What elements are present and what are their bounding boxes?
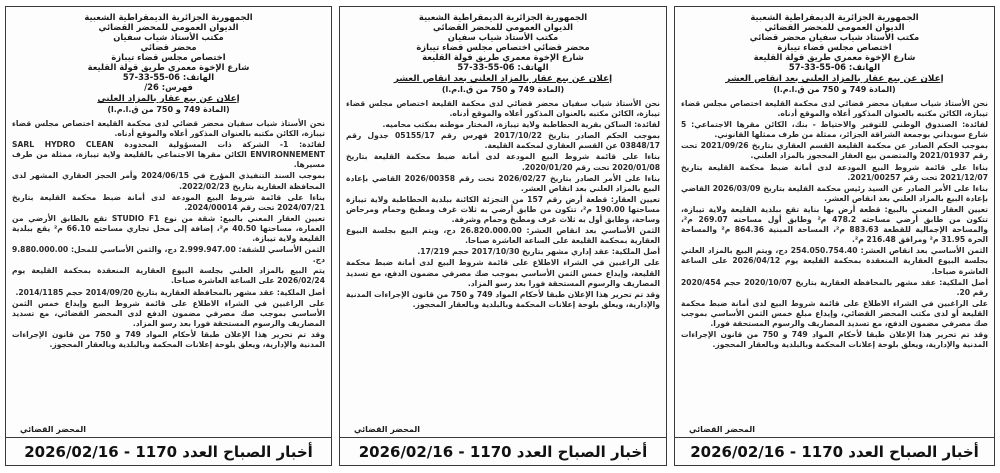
header-line: شارع الإخوة معمري طريق قولة القليعة [422,52,584,62]
notice-paragraph: لفائدة: الصندوق الوطني للتوفير والاحتياط - بنك، الكائن مقرها الاجتماعي: 5 شارع سويداني بوجمعة الشراقة الجزائر، ممثلة من طرف ممثلها القانوني. [681,120,988,140]
legal-notice-panel-middle [339,6,667,466]
notice-header [675,7,994,95]
header-line: محضر قضائي [140,42,197,52]
notice-paragraph: وقد تم تحرير هذا الإعلان طبقا لأحكام المواد 749 و 750 من قانون الإجراءات المدنية والإدارية، ويعلق بلوحة إعلانات المحكمة وبالبلدية وبالعقار المحجوز. [346,289,660,309]
notice-paragraph: بموجب الحكم الصادر عن محكمة القليعة القسم العقاري بتاريخ 2021/09/26 تحت رقم 2021/01937 والمتضمن بيع العقار المحجوز بالمزاد العلني. [681,141,989,161]
header-line: الجمهورية الجزائرية الديمقراطية الشعبية [750,12,919,22]
header-line: شارع الإخوة معمري طريق قولة القليعة [753,52,916,62]
notice-paragraph: بموجب الحكم الصادر بتاريخ 2017/10/22 فهرس رقم 05155/17 جدول رقم 03848/17 عن القسم العقاري لمحكمة القليعة. [346,131,660,151]
header-line: الجمهورية الجزائرية الديمقراطية الشعبية [84,12,253,22]
index-number: فهرس: 26/ [144,82,193,92]
notice-header [6,7,331,115]
notice-paragraph: على الراغبين في الشراء الاطلاع على قائمة شروط البيع لدى أمانة ضبط محكمة القليعة، وإيداع خمس الثمن الأساسي بموجب صك مصرفي مضمون الدفع، مع تسديد المصاريف والرسوم المستحقة فورا بعد رسو المزاد. [346,258,660,288]
notice-paragraph: بموجب السند التنفيذي المؤرخ في 2024/06/15 وأمر الحجز العقاري المشهر لدى المحافظة العقارية بتاريخ 2022/02/23. [12,171,325,191]
notice-paragraph: نحن الأستاذ شياب سفيان محضر قضائي لدى محكمة القليعة اختصاص مجلس قضاء تيبازة، الكائن مكتبه بالعنوان المذكور أعلاه والموقع أدناه. [346,99,660,119]
header-line: الهاتف: 06-55-33-57 [457,62,549,72]
notice-subtitle: (المادة 749 و 750 من ق.ا.م.ا) [773,85,896,94]
newspaper-footer: أخبار الصباح العدد 1170 - 2026/02/16 [340,437,666,465]
notice-paragraph: نحن الأستاذ شياب سفيان محضر قضائي لدى محكمة القليعة اختصاص مجلس قضاء تيبازة، الكائن مكتبه بالعنوان المذكور أعلاه والموقع أدناه. [681,99,988,119]
notice-paragraph: بناءا على قائمة شروط البيع المودعة لدى أمانة ضبط محكمة القليعة بتاريخ 2021/12/07 تحت رقم 2021/00257. [681,162,988,182]
notice-paragraph: الثمن الأساسي بعد انقاص العشر: 26.820.000.00 دج، ويتم البيع بجلسة البيوع العقارية بمحكمة القليعة على الساعة العاشرة صباحا. [346,226,660,246]
notice-paragraph: بناءا على قائمة شروط البيع المودعة لدى أمانة ضبط محكمة القليعة بتاريخ 2020/01/08 تحت رقم 2020/01/20. [346,152,660,172]
newspaper-footer: أخبار الصباح العدد 1170 - 2026/02/16 [675,437,994,465]
header-line: الجمهورية الجزائرية الديمقراطية الشعبية [418,12,588,22]
bailiff-signature: المحضر القضائي [20,425,87,434]
notice-paragraph: بناءا على الأمر الصادر عن السيد رئيس محكمة القليعة بتاريخ 2026/03/09 القاضي بإعادة البيع بالمزاد العلني بعد انقاص العشر. [681,183,988,203]
header-line: الديوان العمومي للمحضر القضائي [98,22,239,32]
notice-paragraph: بناءا على الأمر الصادر بتاريخ 2026/02/27 تحت رقم 2026/00358 القاضي بإعادة البيع بالمزاد العلني بعد انقاص العشر. [346,173,661,193]
header-line: الهاتف: 06-55-33-57 [122,72,215,82]
header-line: اختصاص مجلس قضاء تيبازة [111,52,226,62]
header-line: محضر قضائي اختصاص مجلس قضاء تيبازة [416,42,590,52]
header-line: مكتب الأستاذ شياب سفيان [113,32,224,42]
header-line: شارع الإخوة معمري طريق قولة القليعة [87,62,250,72]
notice-paragraph: أصل الملكية: عقد مشهر بالمحافظة العقارية بتاريخ 2014/09/20 حجم 2014/1185. [15,287,325,297]
notice-paragraph: على الراغبين في الشراء الاطلاع على قائمة شروط البيع لدى أمانة ضبط محكمة القليعة أو لدى مكتب المحضر القضائي، وإيداع مبلغ خمس الثمن الأساسي بموجب صك مصرفي مضمون الدفع، مع تسديد المصاريف والرسوم المستحقة فورا. [681,298,988,328]
bailiff-signature: المحضر القضائي [689,425,756,434]
notice-paragraph: وقد تم تحرير هذا الإعلان طبقا لأحكام المواد 749 و 750 من قانون الإجراءات المدنية والإدارية، ويعلق بلوحة إعلانات المحكمة وبالبلدية وبالعقار المحجوز. [12,329,325,349]
notice-paragraph: يتم البيع بالمزاد العلني بجلسة البيوع العقارية المنعقدة بمحكمة القليعة يوم 2026/02/24 على الساعة العاشرة صباحا. [12,266,325,286]
notice-paragraph: أصل الملكية: عقد إداري مشهر بتاريخ 2017/10/30 حجم 17/219. [417,247,660,257]
legal-notice-panel-right [674,6,995,466]
notice-paragraph: لفائدة: 1- الشركة ذات المسؤولية المحدودة SARL HYDRO CLEAN ENVIRONNEMENT الكائن مقرها الاجتماعي بالقليعة ولاية تيبازة، ممثلة من طرف مسيرها. [12,140,325,170]
header-line: الديوان العمومي للمحضر القضائي [764,22,905,32]
header-line: الديوان العمومي للمحضر القضائي [432,22,573,32]
notice-paragraph: تعيين العقار المعني بالبيع: شقة من نوع STUDIO F1 تقع بالطابق الأرضي من العمارة، مساحتها 40.50 م²، إضافة إلى محل تجاري مساحته 66.10 م² يقع ببلدية القليعة ولاية تيبازة. [12,213,325,244]
notice-body [6,115,331,423]
notice-body [340,95,666,423]
header-line: مكتب الأستاذ شياب سفيان [447,32,559,42]
notice-paragraph: الثمن الأساسي بعد انقاص العشر: 254.050.754.40 دج، ويتم البيع بالمزاد العلني بجلسة البيوع العقارية المنعقدة بمحكمة القليعة يوم 2026/04/12 على الساعة العاشرة صباحا. [681,246,988,276]
notice-paragraph: نحن الأستاذ شياب سفيان محضر قضائي لدى محكمة القليعة اختصاص مجلس قضاء تيبازة، الكائن مكتبه بالعنوان المذكور أعلاه والموقع أدناه. [12,119,325,139]
notice-paragraph: لفائدة: الساكن بقرية الحطاطبة ولاية تيبازة، المختار موطنه بمكتب محاميه. [382,120,660,130]
notice-paragraph: على الراغبين في الشراء الاطلاع على قائمة شروط البيع وإيداع خمس الثمن الأساسي بموجب صك مصرفي مضمون الدفع لدى المحضر القضائي، مع تسديد المصاريف والرسوم المستحقة فورا بعد رسو المزاد. [12,298,325,328]
notice-title: إعلان عن بيع عقار بالمزاد العلني بعد انقاص العشر [393,74,613,84]
notice-title: إعلان عن بيع عقار بالمزاد العلني [97,94,240,104]
notice-paragraph: بناءا على قائمة شروط البيع المودعة لدى أمانة ضبط محكمة القليعة بتاريخ 2024/07/21 تحت رقم 2024/00014. [12,192,325,212]
bailiff-signature: المحضر القضائي [354,425,421,434]
header-line: اختصاص مجلس قضاء تيبازة [777,42,892,52]
header-line: مكتب الأستاذ شياب سفيان محضر قضائي [749,32,920,42]
notice-body [675,95,994,423]
notice-header [340,7,666,95]
notice-paragraph: تعيين العقار: قطعة أرض رقم 157 من التجزئة الكائنة ببلدية الحطاطبة ولاية تيبازة مساحتها 190.00 م²، تتكون من طابق أرضي به ثلاث غرف ومطبخ وحمام ومرحاض وساحة، وطابق أول به ثلاث غرف ومطبخ وحمام وشرفة. [346,194,661,225]
notice-subtitle: (المادة 749 و 750 من ق.ا.م.ا) [107,105,230,114]
notice-title: إعلان عن بيع عقار بالمزاد العلني بعد انقاص العشر [725,74,944,84]
notice-paragraph: تعيين العقار المعني بالبيع: قطعة أرض بها بناية تقع ببلدية القليعة ولاية تيبازة، تتكون من طابق أرضي مساحته 478.2 م² وطابق أول مساحته 269.07 م²، والمساحة الإجمالية للقطعة 883.63 م²، المساحة المبنية 864.36 م² والمساحة الحرة 31.95 م² ومرافق 216.48 م². [681,204,989,245]
notice-paragraph: أصل الملكية: عقد مشهر بالمحافظة العقارية بتاريخ 2020/10/07 حجم 2020/454 رقم 20. [681,277,988,297]
legal-notice-panel-left [5,6,332,466]
notice-paragraph: وقد تم تحرير هذا الإعلان طبقا لأحكام المواد 749 و 750 من قانون الإجراءات المدنية والإدارية، ويعلق بلوحة إعلانات المحكمة وبالبلدية وبالعقار المحجوز. [681,330,988,350]
notice-paragraph: الثمن الأساسي للشقة: 2.999.947.00 دج، والثمن الأساسي للمحل: 9.880.000.00 دج. [12,245,325,265]
newspaper-footer: أخبار الصباح العدد 1170 - 2026/02/16 [6,437,331,465]
notice-subtitle: (المادة 749 و 750 من ق.ا.م.ا) [441,85,565,94]
header-line: الهاتف: 06-55-33-57 [788,62,881,72]
